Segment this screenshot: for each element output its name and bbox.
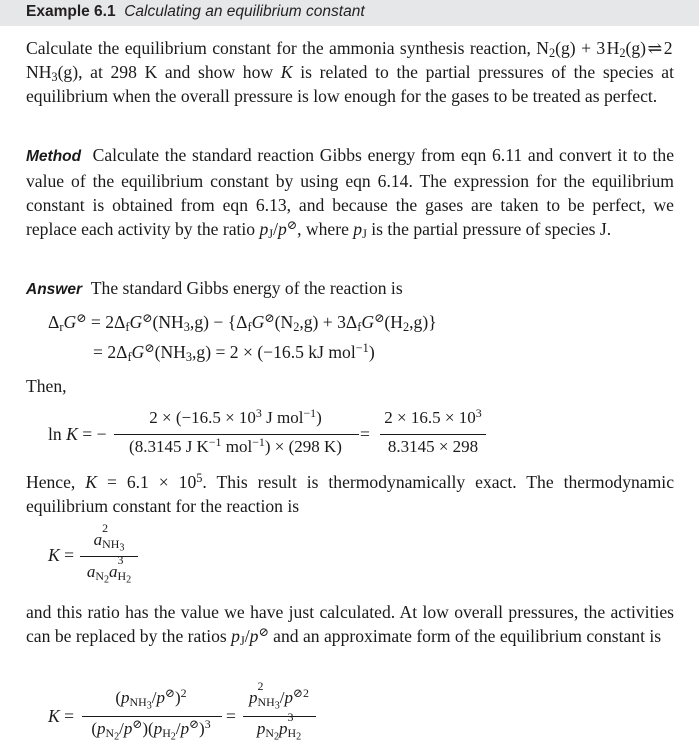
- method-label: Method: [26, 148, 82, 165]
- keq2-denominator-2: $p_{N_2}p$ 3 $_{H_2}$: [256, 710, 302, 743]
- keq1-lhs: K =: [48, 545, 75, 565]
- method-paragraph: [26, 143, 674, 241]
- keq1-denominator: $a_{N_2}a$ 3 $_{H_2}$: [86, 553, 132, 586]
- lnk-numerator-1: $2 \times (-16.5 \times 10^3$ J mol$^{-1}$): [149, 406, 322, 427]
- lnk-fraction-bar-1: [114, 434, 359, 435]
- example-title: [26, 3, 365, 21]
- keq2-numerator-1: $(p_{NH_3}/p^⊘)^2$: [115, 686, 187, 712]
- answer-paragraph: [26, 276, 674, 302]
- lnk-denominator-2: 8.3145 × 298: [387, 437, 479, 456]
- example-header: [0, 0, 699, 26]
- intro-paragraph: Calculate the equilibrium constant for the ammonia synthesis reaction, $N_2(g) + 3$ $H_2(g)$ ⇌ 2 $NH_3(g)$, at 298 K and show how K is related to the partial pressures of the species at equilibrium when the overall pressure is low enough for the gases to be treated as perfect.: [26, 38, 674, 106]
- answer-text: The standard Gibbs energy of the reaction is: [90, 278, 403, 298]
- low-pressure-paragraph: and this ratio has the value we have just calculated. At low overall pressures, the activities can be replaced by the ratios $p_J/p^⊘$ and an approximate form of the equilibrium constant is: [26, 602, 674, 649]
- lnk-denominator-1: (8.3145 J $K^{-1}$ mol$^{-1}$) × (298 K): [129, 435, 342, 456]
- lnk-lhs: ln K = −: [48, 424, 107, 444]
- keq2-denominator-1: $(p_{N_2}/p^⊘)(p_{H_2}/p^⊘)^3$: [91, 717, 211, 743]
- keq2-fraction-bar-1: [82, 716, 222, 717]
- example-heading: Calculating an equilibrium constant: [124, 3, 365, 20]
- gibbs-equation-line-2: = $2\Delta_fG^⊘(NH_3,g) = 2 \times (-16.5$ kJ mol$^{-1}$): [93, 340, 375, 365]
- example-number: Example 6.1: [26, 3, 116, 20]
- keq2-numerator-2: p 2 $_{NH_3}/p^{⊘2}$: [249, 679, 309, 712]
- method-text: Calculate the standard reaction Gibbs energy from eqn 6.11 and convert it to the value of the equilibrium constant by using eqn 6.14. The expression for the equilibrium constant is obtained from eqn 6.13, and because the gases are taken to be perfect, we replace each activity by the ratio $p_J/p^⊘$, where $p_J$ is the partial pressure of species J.: [26, 145, 675, 242]
- keq2-equals: =: [226, 706, 236, 726]
- hence-paragraph: Hence, $K = 6.1 \times 10^5$. This result is thermodynamically exact. The thermodynamic equilibrium constant for the reaction is: [26, 470, 674, 516]
- lnk-equals: =: [360, 424, 370, 444]
- keq1-numerator: a 2 $_{NH_3}$: [93, 521, 125, 554]
- lnk-numerator-2: $2 \times 16.5 \times 10^3$: [384, 406, 482, 427]
- keq2-fraction-bar-2: [243, 716, 316, 717]
- answer-label: Answer: [26, 281, 82, 298]
- gibbs-equation-line-1: $\Delta_rG^⊘ = 2\Delta_fG^⊘(NH_3,g) - \{\Delta_fG^⊘(N_2,g) + 3\Delta_fG^⊘(H_2,g)\}$: [48, 310, 437, 335]
- keq2-lhs: K =: [48, 706, 75, 726]
- lnk-fraction-bar-2: [380, 434, 486, 435]
- keq1-fraction-bar: [80, 556, 138, 557]
- then-label: Then,: [26, 376, 67, 396]
